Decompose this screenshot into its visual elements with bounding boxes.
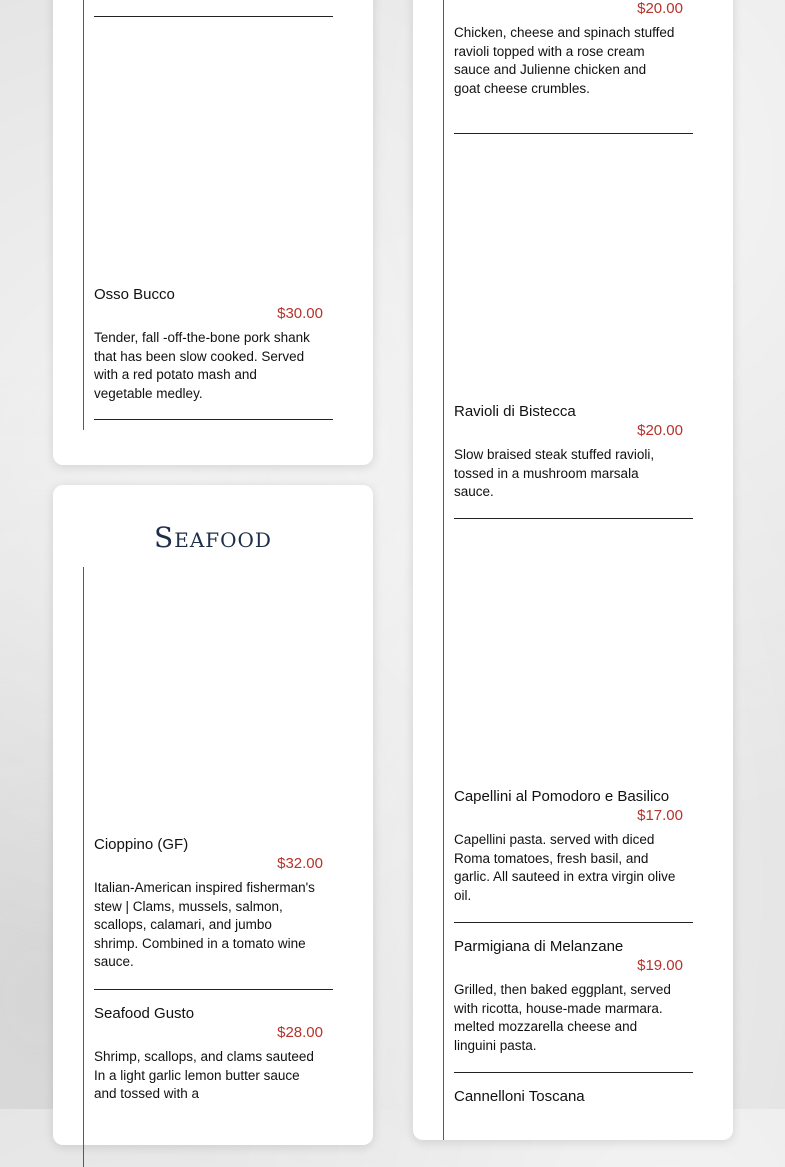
item-description: Slow braised steak stuffed ravioli, tossed in a mushroom marsala sauce. [454, 447, 655, 500]
menu-item-parmigiana [454, 937, 693, 1055]
item-price: $20.00 [637, 0, 683, 17]
menu-item-cannelloni [454, 1087, 693, 1106]
menu-card-pasta [413, 0, 733, 1140]
item-name: Seafood Gusto [94, 1005, 195, 1022]
menu-item-cioppino [94, 835, 333, 972]
menu-card-entrees [53, 0, 373, 465]
item-divider [94, 16, 333, 17]
menu-item-ravioli [454, 0, 693, 98]
item-price: $20.00 [637, 422, 683, 439]
item-divider [94, 989, 333, 990]
item-divider [454, 518, 693, 519]
accent-rule [443, 0, 444, 1140]
item-name: Cioppino (GF) [94, 836, 189, 853]
section-title: Seafood [154, 521, 272, 554]
menu-item-seafood-gusto [94, 1004, 333, 1104]
item-name: Osso Bucco [94, 286, 175, 303]
menu-item-capellini [454, 787, 693, 905]
item-description: Italian-American inspired fisherman's stew | Clams, mussels, salmon, scallops, calamari, and jumbo shrimp. Combined in a tomato wine sauce. [94, 880, 315, 970]
item-price: $17.00 [637, 807, 683, 824]
item-price: $32.00 [277, 855, 323, 872]
item-name: Parmigiana di Melanzane [454, 938, 624, 955]
item-description: Capellini pasta. served with diced Roma tomatoes, fresh basil, and garlic. All sauteed in extra virgin olive oil. [454, 832, 676, 903]
menu-card-seafood [53, 485, 373, 1145]
item-price: $19.00 [637, 957, 683, 974]
item-description: Grilled, then baked eggplant, served with ricotta, house-made marmara. melted mozzarella cheese and linguini pasta. [454, 982, 671, 1053]
item-divider [454, 1072, 693, 1073]
item-divider [454, 133, 693, 134]
item-divider [94, 419, 333, 420]
item-description: Shrimp, scallops, and clams sauteed In a light garlic lemon butter sauce and tossed with a [94, 1049, 314, 1102]
item-name: Ravioli di Bistecca [454, 403, 576, 420]
item-description: Tender, fall -off-the-bone pork shank that has been slow cooked. Served with a red potato mash and vegetable medley. [94, 330, 310, 401]
item-name: Cannelloni Toscana [454, 1088, 585, 1105]
item-divider [454, 922, 693, 923]
accent-rule [83, 0, 84, 430]
item-description: Chicken, cheese and spinach stuffed ravioli topped with a rose cream sauce and Julienne chicken and goat cheese crumbles. [454, 25, 675, 96]
accent-rule [83, 567, 84, 1167]
menu-item-ravioli-di-bistecca [454, 402, 693, 502]
item-name: Capellini al Pomodoro e Basilico [454, 788, 670, 805]
item-price: $30.00 [277, 305, 323, 322]
menu-item-osso-bucco [94, 285, 333, 403]
item-price: $28.00 [277, 1024, 323, 1041]
